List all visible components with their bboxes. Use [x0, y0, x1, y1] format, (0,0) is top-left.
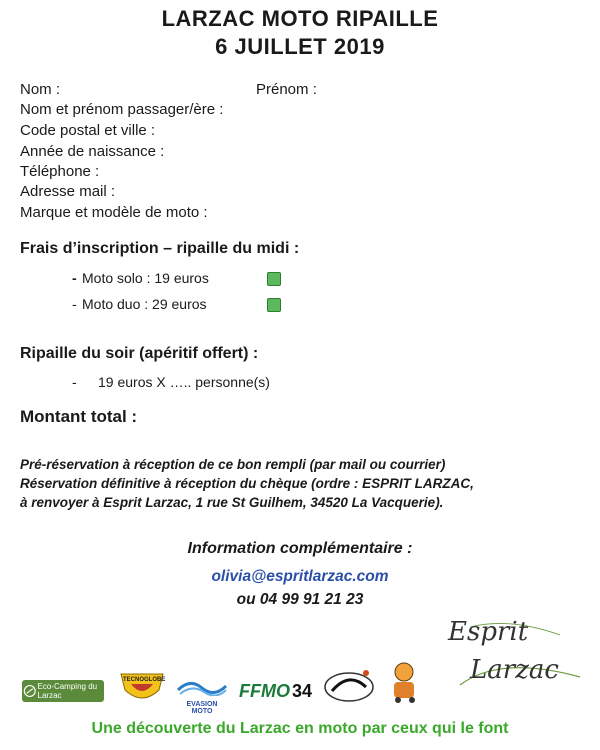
soir-heading: Ripaille du soir (apéritif offert) :: [20, 345, 259, 362]
cartoon-biker-logo: [386, 660, 422, 704]
frais-heading: Frais d’inscription – ripaille du midi :: [20, 240, 300, 257]
footer-tagline: Une découverte du Larzac en moto par ceux qui le font: [91, 720, 509, 737]
option-duo-label: Moto duo : 29 euros: [82, 296, 207, 312]
prenom-label: Prénom :: [256, 81, 317, 98]
eco-leaf-icon: [22, 681, 38, 701]
passager-label: Nom et prénom passager/ère :: [20, 101, 224, 118]
email-link[interactable]: olivia@espritlarzac.com: [211, 568, 389, 585]
option-dash: -: [72, 296, 77, 312]
mail-label: Adresse mail :: [20, 183, 116, 200]
telephone-label: Téléphone :: [20, 163, 100, 180]
ffmo-logo: FFMO 34: [239, 680, 313, 701]
annee-label: Année de naissance :: [20, 143, 165, 160]
note-line-3: à renvoyer à Esprit Larzac, 1 rue St Guilhem, 34520 La Vacquerie).: [20, 495, 444, 510]
evasion-moto-logo: EVASION MOTO: [176, 676, 228, 706]
code-postal-label: Code postal et ville :: [20, 122, 156, 139]
option-dash: -: [72, 270, 77, 286]
wave-icon: [176, 676, 228, 696]
soir-dash: -: [72, 374, 77, 390]
biker-character-icon: [386, 660, 422, 704]
solo-checkbox[interactable]: [267, 272, 281, 286]
page-title: LARZAC MOTO RIPAILLE: [161, 6, 439, 31]
info-heading: Information complémentaire :: [187, 540, 413, 557]
eco-camping-logo: Eco-Camping du Larzac: [22, 680, 104, 702]
total-heading: Montant total :: [20, 407, 138, 426]
duo-checkbox[interactable]: [267, 298, 281, 312]
moto-club-logo: [322, 665, 376, 705]
note-line-2: Réservation définitive à réception du chèque (ordre : ESPRIT LARZAC,: [20, 476, 474, 491]
nom-label: Nom :: [20, 81, 61, 98]
soir-line: 19 euros X ….. personne(s): [98, 374, 270, 390]
tecnoglobe-logo: TECNOGLOBE: [117, 670, 167, 706]
tecnoglobe-shield-icon: [117, 670, 167, 706]
note-line-1: Pré-réservation à réception de ce bon rempli (par mail ou courrier): [20, 457, 446, 472]
motorcycle-emblem-icon: [322, 665, 376, 705]
option-solo-label: Moto solo : 19 euros: [82, 270, 209, 286]
page-date: 6 JUILLET 2019: [215, 34, 385, 59]
moto-label: Marque et modèle de moto :: [20, 204, 208, 221]
phone-number: ou 04 99 91 21 23: [236, 591, 364, 608]
esprit-larzac-logo: Esprit Larzac: [440, 615, 590, 695]
